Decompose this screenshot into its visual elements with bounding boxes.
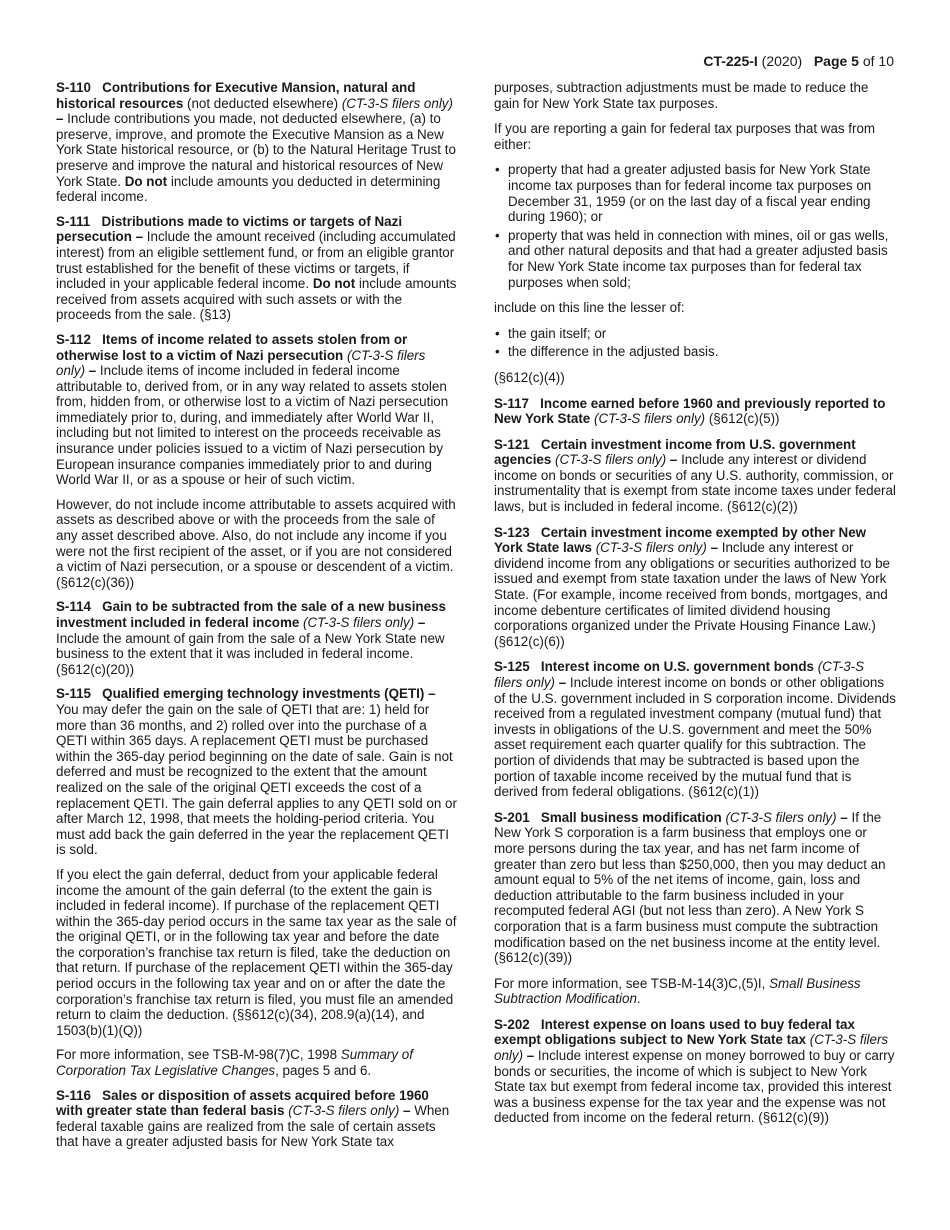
s112-code: S-112 [56, 331, 91, 347]
section-s117 [494, 396, 896, 427]
s116-code: S-116 [56, 1087, 91, 1103]
s115-more-pre: For more information, see TSB-M-98(7)C, 1998 [56, 1047, 341, 1063]
s121-title: Certain investment income from U.S. government agencies [494, 436, 856, 468]
s116-title: Sales or disposition of assets acquired before 1960 with greater state than federal basis [56, 1087, 429, 1119]
section-s202 [494, 1017, 896, 1126]
s116-body: When federal taxable gains are realized from the sale of certain assets that have a greater adjusted basis for New York State tax [56, 1103, 450, 1150]
section-s121 [494, 437, 896, 515]
s114-dash: – [414, 615, 426, 630]
s111-body-end: include amounts received from assets acquired with such assets or with the proceeds from the sale. (§13) [56, 276, 457, 323]
s123-code: S-123 [494, 524, 530, 540]
s115-more-post: , pages 5 and 6. [275, 1063, 372, 1079]
s116-property-list [494, 162, 896, 290]
s112-body: Include items of income included in federal income attributable to, derived from, or in any way related to assets stolen from, hidden from, or otherwise lost to a victim of Nazi persecution immediately prior to, during, and immediately after World War II, including but not limited to interest on the proceeds receivable as insurance under policies issued to a victim of Nazi persecution by European insurance companies immediately prior to and during World War II, or as a spouse or heir of such victim. [56, 363, 449, 488]
s112-dash: – [85, 363, 100, 379]
s202-code: S-202 [494, 1016, 530, 1032]
s117-filers: (CT-3-S filers only) [590, 411, 706, 427]
s111-dash: – [131, 229, 147, 245]
s111-code: S-111 [56, 213, 91, 229]
s117-code: S-117 [494, 395, 529, 411]
s201-more-post: . [636, 991, 641, 1007]
s114-body: Include the amount of gain from the sale of a New York State new business to the extent that it was included in federal income. (§612(c)(20)) [56, 630, 445, 677]
s110-body-end: include amounts you deducted in determining federal income. [56, 173, 441, 205]
s115-more-info [56, 1047, 458, 1078]
s123-body: Include any interest or dividend income from any obligations or securities authorized to be issued and exempt from state taxation under the laws of New York State. (For example, income received from bonds, mortgages, and income debenture certificates of limited dividend housing corporations organized under the Private Housing Finance Law.) (§612(c)(6)) [494, 540, 890, 649]
list-item: • the gain itself; or [494, 326, 896, 342]
s111-body: Include the amount received (including accumulated interest) from an eligible settlement fund, or from an eligible grantor trust established for the benefit of these victims or targets, if included in your applicable federal income. [56, 229, 456, 292]
s201-more-title: Small Business Subtraction Modification [494, 975, 861, 1007]
s125-filers: (CT-3-S filers only) [494, 659, 865, 690]
s115-dash: – [424, 686, 436, 702]
section-s112 [56, 332, 458, 488]
list-item: • the difference in the adjusted basis. [494, 344, 896, 360]
list-item: • property that was held in connection with mines, oil or gas wells, and other natural deposits and that had a greater adjusted basis for New York State income tax purposes than for federal tax purposes when sold; [494, 228, 896, 290]
s202-body: Include interest expense on money borrowed to buy or carry bonds or securities, the income of which is subject to New York State tax but exempt from federal income tax, provided this interest was a business expense for the tax year and the expense was not deducted from income on the federal return. (§612(c)(9)) [494, 1048, 895, 1126]
right-column [494, 80, 896, 1136]
section-s116 [56, 1088, 458, 1150]
section-s201 [494, 810, 896, 966]
form-number: CT-225-I [703, 53, 758, 69]
s116-dash: – [399, 1103, 415, 1119]
section-s111 [56, 214, 458, 323]
s111-title: Distributions made to victims or targets of Nazi persecution [56, 213, 403, 245]
s123-dash: – [706, 540, 722, 556]
s111-do-not: Do not [312, 276, 356, 292]
s125-code: S-125 [494, 659, 530, 675]
s116-citation: (§612(c)(4)) [494, 369, 565, 385]
s115-more-title: Summary of Corporation Tax Legislative Changes [56, 1047, 413, 1079]
s201-filers: (CT-3-S filers only) [721, 809, 837, 825]
s116-intro: If you are reporting a gain for federal tax purposes that was from either: [494, 121, 876, 152]
s115-code: S-115 [56, 686, 91, 702]
s121-code: S-121 [494, 436, 530, 452]
form-year: (2020) [757, 53, 803, 69]
section-s115 [56, 686, 458, 858]
s201-title: Small business modification [540, 809, 722, 825]
list-item: • property that had a greater adjusted basis for New York State income tax purposes than for federal income tax purposes on December 31, 1959 (or on the last day of a fiscal year ending during 1960); or [494, 162, 896, 224]
s110-qualifier: (not deducted elsewhere) [183, 95, 342, 111]
s112-however-paragraph: However, do not include income attributable to assets acquired with assets as described above or with the proceeds from the sale of any asset described above. Also, do not include any income if you were not the first recipient of the asset, or if you are not considered a victim of Nazi persecution, or a spouse or descendent of a victim. (§612(c)(36)) [56, 496, 456, 590]
s202-title: Interest expense on loans used to buy federal tax exempt obligations subject to New York State tax [494, 1016, 855, 1048]
s121-body: Include any interest or dividend income on bonds or securities of any U.S. authority, commission, or instrumentality that is exempt from state income taxes under federal laws, but is included in federal income. (§612(c)(2)) [494, 452, 896, 515]
s112-title: Items of income related to assets stolen from or otherwise lost to a victim of Nazi persecution [56, 331, 408, 363]
s202-dash: – [523, 1048, 538, 1064]
s202-filers: (CT-3-S filers only) [494, 1032, 889, 1064]
s114-filers: (CT-3-S filers only) [299, 615, 415, 630]
s116-lesser-intro: include on this line the lesser of: [494, 300, 685, 316]
s201-more-info [494, 976, 896, 1007]
s110-do-not: Do not [124, 173, 168, 189]
s123-title: Certain investment income exempted by other New York State laws [494, 524, 867, 556]
s110-code: S-110 [56, 80, 91, 95]
s116-filers: (CT-3-S filers only) [284, 1103, 400, 1119]
s201-dash: – [836, 809, 852, 825]
s201-body: If the New York S corporation is a farm business that employs one or more persons during the tax year, and has net farm income of greater than zero but less than $250,000, then you may deduct an amount equal to 5% of the net items of income, gain, loss and deduction attributable to the farm business included in your recomputed federal AGI (but not less than zero). A New York S corporation that is a farm business must compute the subtraction modification based on the net business income at the entity level. (§612(c)(39)) [494, 809, 886, 966]
s201-more-pre: For more information, see TSB-M-14(3)C,(5)I, [494, 975, 770, 991]
s121-filers: (CT-3-S filers only) [551, 452, 667, 468]
s114-code: S-114 [56, 599, 91, 615]
section-s125 [494, 659, 896, 799]
s110-body: Include contributions you made, not deducted elsewhere, (a) to preserve, improve, and promote the Executive Mansion as a New York State historical resource, or (b) to the Natural Heritage Trust to preserve and improve the natural and historical resources of New York State. [56, 111, 456, 189]
s125-title: Interest income on U.S. government bonds [540, 659, 814, 675]
section-s114 [56, 599, 458, 677]
left-column [56, 80, 458, 1159]
s123-filers: (CT-3-S filers only) [592, 540, 707, 556]
page-total: of 10 [858, 53, 894, 69]
s121-dash: – [666, 452, 682, 468]
s112-filers: (CT-3-S filers only) [56, 347, 426, 379]
s125-body: Include interest income on bonds or other obligations of the U.S. government included in S corporation income. Dividends received from a regulated investment company (mutual fund) that invests in obligations of the U.S. government and meet the 50% asset requirement each quarter qualify for this subtraction. The portion of dividends that may be subtracted is based upon the portion of taxable income received by the mutual fund that is derived from federal obligations. (§612(c)(1)) [494, 675, 896, 800]
s114-title: Gain to be subtracted from the sale of a new business investment included in federal income [56, 599, 446, 630]
s115-body: You may defer the gain on the sale of QETI that are: 1) held for more than 36 months, and 2) rolled over into the purchase of a QETI within 365 days. A replacement QETI must be purchased within the 365-day period beginning on the date of sale. Gain is not deferred and must be recognized to the extent that the amount realized on the sale of the original QETI exceeds the cost of a replacement QETI. The gain deferral applies to any QETI sold on or after March 12, 1998, that meets the holding-period criteria. You must add back the gain deferred in the year the replacement QETI is sold. [56, 701, 457, 858]
s125-dash: – [555, 675, 570, 690]
s115-title: Qualified emerging technology investments (QETI) [102, 686, 425, 702]
section-s123 [494, 525, 896, 650]
s117-title: Income earned before 1960 and previously reported to New York State [494, 395, 886, 427]
section-s110 [56, 80, 458, 205]
s115-elect-paragraph: If you elect the gain deferral, deduct from your applicable federal income the amount of the gain deferral (to the extent the gain is included in federal income). If purchase of the replacement QETI within the 365-day period occurs in the same tax year as the sale of the original QETI, or in the following tax year and before the date the corporation’s franchise tax return is filed, take the deduction on that return. If purchase of the replacement QETI within the 365-day period occurs in the following tax year and on or after the date the corporation’s franchise tax return is filed, you must file an amended return to claim the deduction. (§§612(c)(34), 208.9(a)(14), and 1503(b)(1)(Q)) [56, 866, 457, 1038]
s110-filers: (CT-3-S filers only) [341, 95, 453, 111]
s116-continued: purposes, subtraction adjustments must be made to reduce the gain for New York State tax purposes. [494, 80, 869, 111]
s201-code: S-201 [494, 809, 530, 825]
s116-lesser-list [494, 326, 896, 360]
s110-title: Contributions for Executive Mansion, natural and historical resources [56, 80, 416, 111]
page-header [703, 52, 894, 70]
page-number: Page 5 [813, 53, 859, 69]
s110-dash: – [56, 111, 68, 127]
s117-body: (§612(c)(5)) [705, 411, 780, 427]
